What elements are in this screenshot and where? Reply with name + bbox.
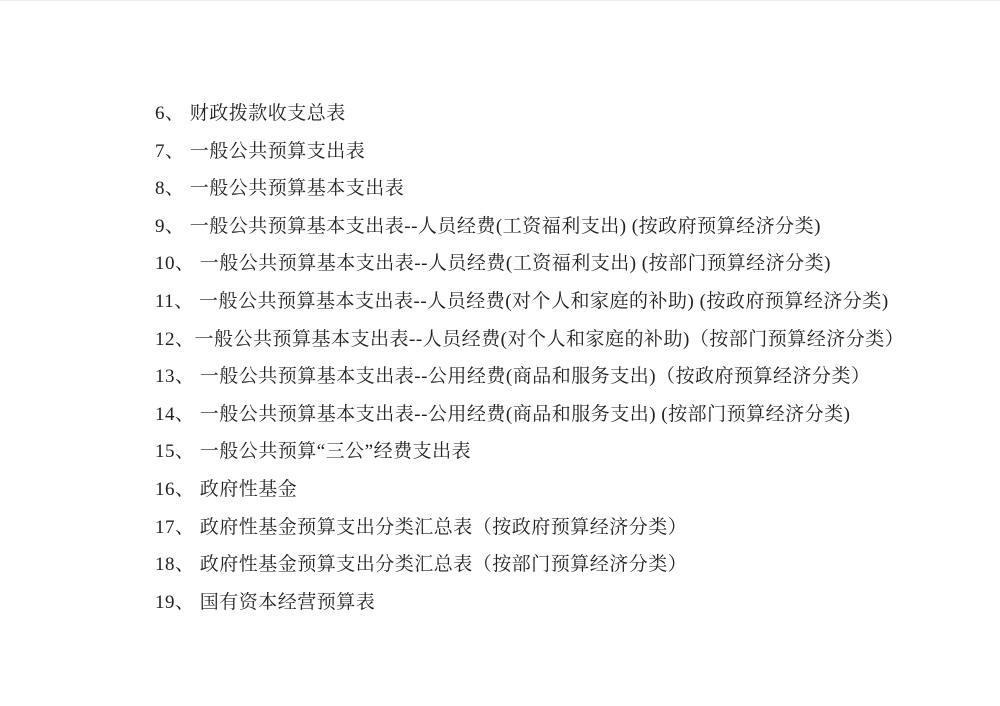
list-item-7: 7、 一般公共预算支出表 bbox=[155, 140, 366, 162]
budget-table-list bbox=[155, 95, 960, 621]
list-item-9: 9、 一般公共预算基本支出表--人员经费(工资福利支出) (按政府预算经济分类) bbox=[155, 215, 821, 237]
list-item-17: 17、 政府性基金预算支出分类汇总表（按政府预算经济分类） bbox=[155, 516, 688, 538]
list-item-13: 13、 一般公共预算基本支出表--公用经费(商品和服务支出)（按政府预算经济分类） bbox=[155, 366, 871, 388]
list-item-12: 12、一般公共预算基本支出表--人员经费(对个人和家庭的补助)（按部门预算经济分类） bbox=[155, 328, 905, 350]
list-item-11: 11、 一般公共预算基本支出表--人员经费(对个人和家庭的补助) (按政府预算经济分类) bbox=[155, 290, 889, 312]
list-item-18: 18、 政府性基金预算支出分类汇总表（按部门预算经济分类） bbox=[155, 554, 688, 576]
list-item-6: 6、 财政拨款收支总表 bbox=[155, 103, 346, 124]
list-item-16: 16、 政府性基金 bbox=[155, 478, 298, 500]
list-item-19: 19、 国有资本经营预算表 bbox=[155, 591, 376, 613]
list-item-14: 14、 一般公共预算基本支出表--公用经费(商品和服务支出) (按部门预算经济分类) bbox=[155, 403, 851, 425]
list-item-10: 10、 一般公共预算基本支出表--人员经费(工资福利支出) (按部门预算经济分类) bbox=[155, 253, 831, 275]
list-item-8: 8、 一般公共预算基本支出表 bbox=[155, 178, 405, 200]
list-item-15: 15、 一般公共预算“三公”经费支出表 bbox=[155, 441, 472, 463]
